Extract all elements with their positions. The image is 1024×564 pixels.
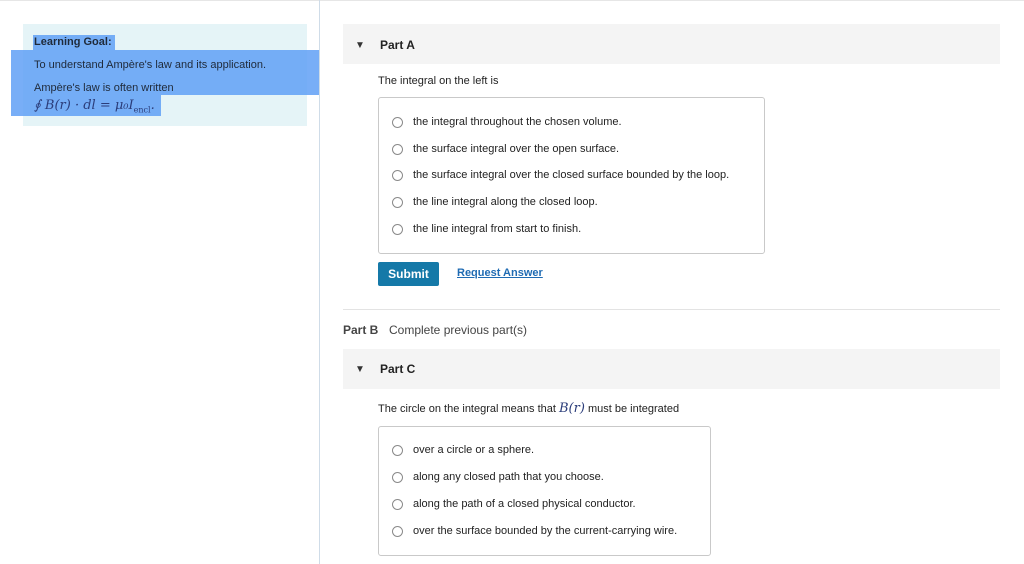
choice-label[interactable]: over the surface bounded by the current-carrying wire. [413, 525, 678, 537]
choice-label[interactable]: the surface integral over the closed surface bounded by the loop. [413, 169, 730, 181]
choice-item[interactable] [392, 496, 636, 512]
radio-button[interactable] [392, 445, 403, 456]
prompt-text: The circle on the integral means that [378, 403, 556, 415]
prompt-math: B(r) [559, 401, 585, 416]
choice-label[interactable]: along any closed path that you choose. [413, 471, 604, 483]
radio-button[interactable] [392, 472, 403, 483]
radio-button[interactable] [392, 526, 403, 537]
choice-item[interactable] [392, 194, 598, 210]
choice-label[interactable]: the integral throughout the chosen volume. [413, 116, 622, 128]
caret-down-icon[interactable]: ▼ [355, 40, 365, 51]
caret-down-icon[interactable]: ▼ [355, 364, 365, 375]
part-a-header[interactable] [343, 24, 1000, 64]
submit-button[interactable]: Submit [378, 262, 439, 286]
choice-label[interactable]: the line integral along the closed loop. [413, 196, 598, 208]
choice-label[interactable]: along the path of a closed physical conductor. [413, 498, 636, 510]
radio-button[interactable] [392, 499, 403, 510]
formula-subscript: encl [133, 105, 151, 115]
request-answer-link[interactable]: Request Answer [457, 267, 543, 279]
choice-label[interactable]: over a circle or a sphere. [413, 444, 535, 456]
radio-button[interactable] [392, 224, 403, 235]
part-a-prompt: The integral on the left is [378, 75, 499, 87]
radio-button[interactable] [392, 170, 403, 181]
part-c-prompt [378, 401, 679, 416]
amperes-law-intro: Ampère's law is often written [34, 82, 174, 94]
choice-item[interactable] [392, 167, 729, 183]
part-a-choices [378, 97, 765, 254]
top-border [0, 0, 1024, 1]
choice-item[interactable] [392, 523, 677, 539]
part-c-choices [378, 426, 711, 556]
choice-item[interactable] [392, 469, 604, 485]
choice-item[interactable] [392, 141, 619, 157]
part-c-title[interactable]: Part C [380, 362, 416, 376]
choice-label[interactable]: the surface integral over the open surface. [413, 143, 620, 155]
part-a-title[interactable]: Part A [380, 38, 415, 52]
radio-button[interactable] [392, 144, 403, 155]
part-b-title: Part B [343, 323, 379, 337]
learning-goal-title: Learning Goal: [34, 36, 112, 48]
section-divider [343, 309, 1000, 310]
choice-item[interactable] [392, 114, 622, 130]
radio-button[interactable] [392, 117, 403, 128]
part-b-status: Complete previous part(s) [389, 323, 528, 337]
choice-label[interactable]: the line integral from start to finish. [413, 223, 582, 235]
part-c-header[interactable] [343, 349, 1000, 389]
choice-item[interactable] [392, 442, 534, 458]
choice-item[interactable] [392, 221, 581, 237]
learning-goal-text: To understand Ampère's law and its application. [34, 59, 267, 71]
formula-period: . [150, 98, 155, 113]
column-divider [319, 0, 320, 564]
radio-button[interactable] [392, 197, 403, 208]
amperes-law-formula [34, 98, 155, 115]
prompt-text: must be integrated [587, 403, 680, 415]
formula-main: ∮ B(r) · dl = μ₀I [34, 98, 134, 113]
